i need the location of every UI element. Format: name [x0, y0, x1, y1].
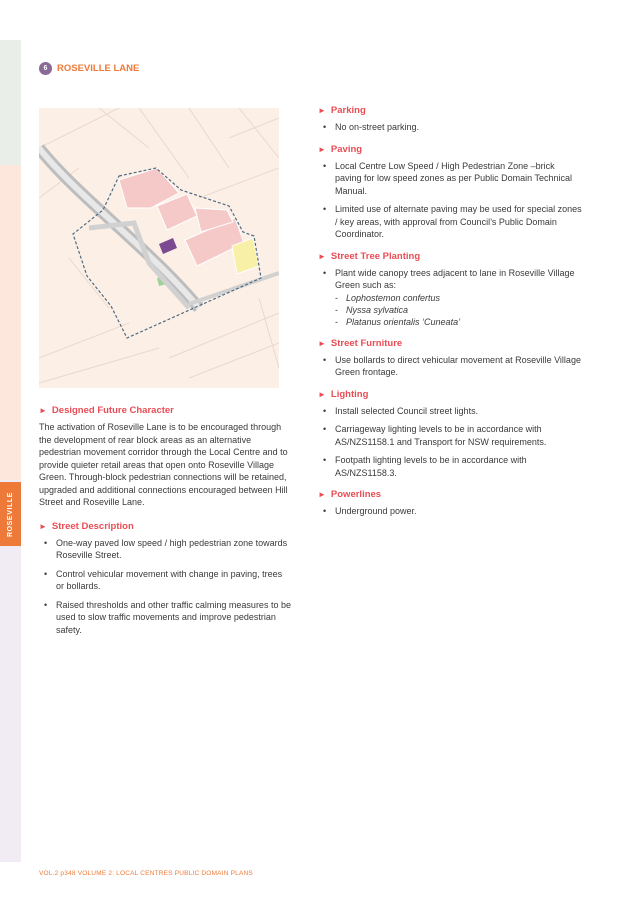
section-heading-text: Parking [330, 105, 366, 116]
side-tab-label: ROSEVILLE [7, 491, 15, 537]
list-item: • Carriageway lighting levels to be in accordance with AS/NZS1158.1 and Transport for NSW requirements. [318, 423, 583, 448]
bullet-list [39, 537, 292, 637]
section-heading-text: Powerlines [330, 489, 382, 500]
section-paragraph: The activation of Roseville Lane is to be encouraged through the development of rear block areas as an alternative pedestrian movement corridor through the Local Centre and to provide quieter retail areas that open onto Roseville Village Green. Through-block pedestrian connections will be retained, upgraded and additional connections encouraged between Hill Street and Roseville Lane. [39, 422, 288, 507]
list-item: • Underground power. [318, 505, 583, 518]
section-heading [318, 389, 583, 400]
list-item [318, 267, 583, 328]
bullet-list [318, 354, 583, 379]
section-lighting [318, 389, 583, 480]
triangle-bullet-icon: ► [39, 521, 47, 531]
list-item: • Use bollards to direct vehicular movement at Roseville Village Green frontage. [318, 354, 583, 379]
section-heading [318, 105, 583, 116]
section-heading-text: Street Tree Planting [330, 250, 421, 262]
bullet-list [318, 160, 583, 241]
site-map [39, 108, 279, 388]
side-tab-roseville[interactable] [0, 482, 21, 546]
section-heading [39, 405, 292, 416]
section-heading-text: Street Furniture [330, 337, 403, 349]
section-heading-text: Paving [330, 143, 363, 155]
section-heading [318, 338, 583, 349]
bullet-list [318, 267, 583, 328]
triangle-bullet-icon: ► [39, 406, 47, 415]
triangle-bullet-icon: ► [318, 389, 326, 399]
section-heading-text: Lighting [330, 388, 369, 400]
section-parking [318, 105, 583, 134]
section-street-furniture [318, 338, 583, 379]
section-heading [318, 251, 583, 262]
side-color-strip [0, 40, 21, 862]
section-designed-future-character [39, 405, 292, 509]
section-heading [318, 489, 583, 500]
list-item: • Footpath lighting levels to be in accordance with AS/NZS1158.3. [318, 454, 583, 479]
species-item: - Nyssa sylvatica [335, 304, 583, 316]
triangle-bullet-icon: ► [318, 106, 326, 115]
bullet-list [318, 505, 583, 518]
section-heading-text: Street Description [51, 520, 134, 532]
triangle-bullet-icon: ► [318, 144, 326, 154]
tree-planting-text: Plant wide canopy trees adjacent to lane in Roseville Village Green such as: [335, 267, 575, 290]
site-map-svg [39, 108, 279, 388]
section-powerlines [318, 489, 583, 518]
triangle-bullet-icon: ► [318, 251, 326, 261]
triangle-bullet-icon: ► [318, 490, 326, 499]
list-item: • No on-street parking. [318, 121, 583, 134]
list-item: • Raised thresholds and other traffic calming measures to be used to slow traffic movements and improve pedestrian safety. [39, 599, 292, 637]
section-street-tree-planting [318, 251, 583, 328]
section-header [39, 62, 139, 75]
list-item: • Local Centre Low Speed / High Pedestrian Zone –brick paving for low speed zones as per Public Domain Technical Manual. [318, 160, 583, 198]
triangle-bullet-icon: ► [318, 338, 326, 348]
section-heading [39, 521, 292, 532]
left-column [39, 405, 292, 646]
section-street-description [39, 521, 292, 637]
section-title: ROSEVILLE LANE [57, 63, 140, 74]
page-footer: VOL.2 p348 VOLUME 2: LOCAL CENTRES PUBLIC DOMAIN PLANS [39, 870, 253, 877]
side-strip-green [0, 40, 21, 165]
list-item: • One-way paved low speed / high pedestrian zone towards Roseville Street. [39, 537, 292, 562]
species-item: - Lophostemon confertus [335, 292, 583, 304]
bullet-list [318, 405, 583, 480]
section-heading [318, 144, 583, 155]
species-list [335, 292, 583, 328]
list-item: • Control vehicular movement with change in paving, trees or bollards. [39, 568, 292, 593]
section-number-badge: 6 [39, 62, 52, 75]
section-paving [318, 144, 583, 241]
bullet-list [318, 121, 583, 134]
section-heading-text: Designed Future Character [51, 405, 174, 416]
list-item: • Limited use of alternate paving may be used for special zones / key areas, with approval from Council’s Public Domain Coordinator. [318, 203, 583, 241]
species-item: - Platanus orientalis ‘Cuneata’ [335, 316, 583, 328]
right-column [318, 105, 583, 528]
list-item: • Install selected Council street lights. [318, 405, 583, 418]
side-strip-peach [0, 165, 21, 480]
